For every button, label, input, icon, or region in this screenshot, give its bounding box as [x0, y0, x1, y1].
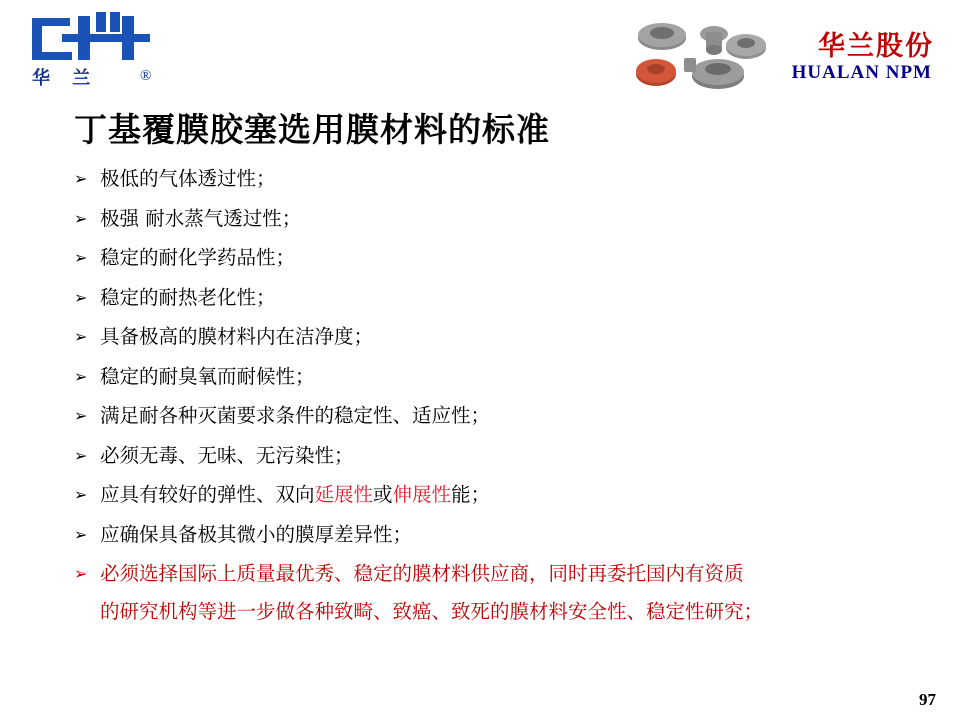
list-item-text: 稳定的耐热老化性；	[100, 285, 276, 309]
list-item-text: 应确保具备极其微小的膜厚差异性；	[100, 522, 413, 546]
registered-mark: ®	[140, 68, 152, 84]
list-item	[74, 443, 934, 469]
brand-name-en: HUALAN NPM	[791, 62, 932, 83]
list-item-elasticity	[74, 482, 934, 508]
bullet-arrow-icon: ➢	[74, 287, 88, 307]
list-item-text: 稳定的耐化学药品性；	[100, 246, 296, 269]
text-segment-plain: 能；	[451, 483, 491, 506]
list-item	[74, 206, 934, 232]
list-item-text: 必须选择国际上质量最优秀、稳定的膜材料供应商，同时再委托国内有资质	[100, 562, 744, 585]
list-item-text: 具备极高的膜材料内在洁净度；	[100, 325, 374, 348]
list-item-text: 满足耐各种灭菌要求条件的稳定性、适应性；	[100, 404, 491, 427]
text-segment-plain: 或	[373, 483, 393, 506]
brand-header	[622, 14, 942, 94]
bullet-list	[74, 166, 934, 625]
hualan-monogram-icon	[26, 12, 158, 64]
list-item-text: 稳定的耐臭氧而耐候性；	[100, 364, 315, 388]
company-logo	[22, 12, 182, 90]
bullet-arrow-icon: ➢	[74, 366, 88, 386]
highlight-term-2: 伸展性	[392, 483, 452, 506]
bullet-arrow-icon: ➢	[74, 564, 88, 583]
text-segment-plain: 应具有较好的弹性、双向	[100, 483, 315, 506]
brand-name-cn: 华兰股份	[818, 31, 934, 62]
list-item-text: 极低的气体透过性；	[100, 167, 276, 190]
bullet-arrow-icon: ➢	[74, 248, 88, 267]
list-item	[74, 522, 934, 548]
bullet-arrow-icon: ➢	[74, 524, 88, 544]
list-item-text: 极强 耐水蒸气透过性；	[100, 206, 302, 230]
list-item	[74, 324, 934, 350]
rubber-stoppers-photo	[622, 18, 782, 94]
bullet-arrow-icon: ➢	[74, 445, 88, 465]
bullet-arrow-icon: ➢	[74, 208, 88, 228]
list-item	[74, 285, 934, 311]
list-item	[74, 403, 934, 429]
list-item	[74, 245, 934, 271]
highlight-term-1: 延展性	[314, 483, 374, 506]
page-title: 丁基覆膜胶塞选用膜材料的标准	[74, 110, 550, 149]
list-item-final-continuation: 的研究机构等进一步做各种致畸、致癌、致死的膜材料安全性、稳定性研究；	[100, 600, 764, 623]
bullet-arrow-icon: ➢	[74, 406, 88, 425]
logo-text-cn: 华 兰	[32, 68, 99, 89]
bullet-arrow-icon: ➢	[74, 485, 88, 504]
list-item-final	[74, 561, 934, 587]
list-item-text	[100, 482, 490, 508]
page-number: 97	[919, 690, 936, 709]
list-item	[74, 364, 934, 390]
bullet-arrow-icon: ➢	[74, 327, 88, 346]
list-item	[74, 166, 934, 192]
list-item-text: 必须无毒、无味、无污染性；	[100, 443, 354, 467]
bullet-arrow-icon: ➢	[74, 169, 88, 188]
